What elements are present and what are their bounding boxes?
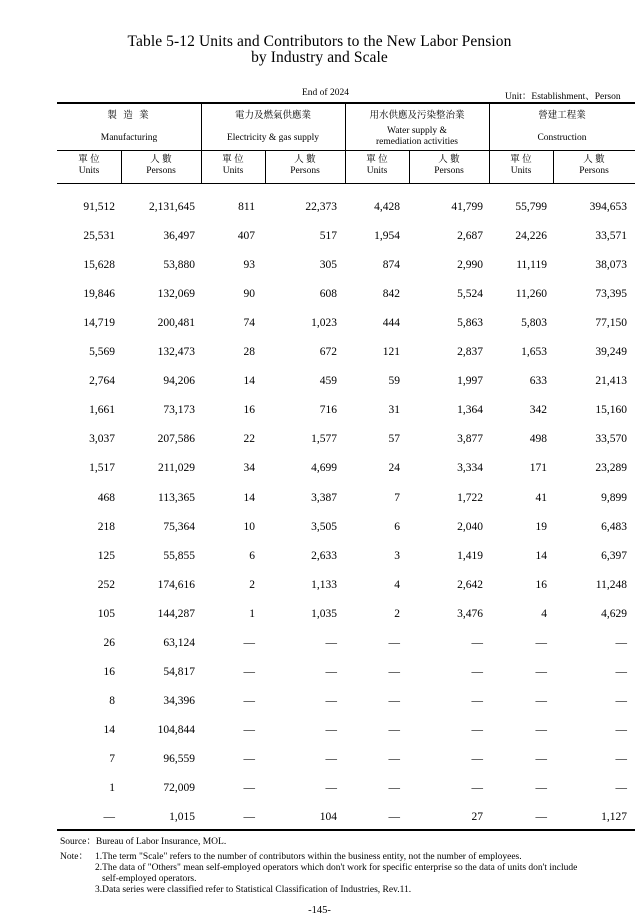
- industry-header-zh: 用水供應及污染整治業: [369, 111, 465, 121]
- table-cell: —: [388, 637, 400, 649]
- table-cell: —: [615, 782, 627, 794]
- table-cell: 2,687: [457, 230, 483, 242]
- table-cell: 5,863: [457, 317, 483, 329]
- source-note: Source：Bureau of Labor Insurance, MOL.: [60, 837, 227, 847]
- table-cell: 11,248: [595, 579, 627, 591]
- table-cell: 874: [382, 259, 400, 271]
- table-cell: —: [471, 637, 483, 649]
- subheader-zh: 單 位: [366, 155, 388, 165]
- table-cell: 16: [535, 579, 547, 591]
- table-cell: 2: [394, 608, 400, 620]
- table-cell: —: [615, 666, 627, 678]
- subheader-units: [345, 155, 409, 177]
- table-cell: 14: [535, 550, 547, 562]
- table-cell: 10: [243, 521, 255, 533]
- table-cell: 34: [243, 462, 255, 474]
- table-cell: —: [615, 753, 627, 765]
- table-cell: 9,899: [601, 492, 627, 504]
- table-cell: 305: [319, 259, 337, 271]
- table-cell: 3,037: [89, 433, 115, 445]
- table-cell: —: [535, 695, 547, 707]
- subheader-zh: 人 數: [438, 155, 460, 165]
- subheader-persons: [121, 155, 201, 177]
- top-rule: [57, 102, 635, 104]
- table-cell: —: [325, 753, 337, 765]
- table-cell: —: [243, 724, 255, 736]
- table-cell: —: [388, 695, 400, 707]
- industry-header-zh: 製 造 業: [107, 111, 151, 121]
- table-cell: 394,653: [589, 201, 627, 213]
- table-title-line1: Table 5-12 Units and Contributors to the New Labor Pension: [127, 33, 512, 50]
- table-cell: 2,764: [89, 375, 115, 387]
- table-cell: 74: [243, 317, 255, 329]
- table-cell: 24,226: [515, 230, 547, 242]
- table-cell: 22,373: [305, 201, 337, 213]
- table-cell: 3,505: [311, 521, 337, 533]
- table-cell: 1,133: [311, 579, 337, 591]
- table-cell: 3,476: [457, 608, 483, 620]
- table-cell: —: [243, 695, 255, 707]
- header-mid-rule: [57, 150, 635, 151]
- table-cell: 1,653: [521, 346, 547, 358]
- table-cell: 5,803: [521, 317, 547, 329]
- table-cell: 132,069: [157, 288, 195, 300]
- table-cell: 15,628: [83, 259, 115, 271]
- table-cell: 1,015: [169, 811, 195, 823]
- table-cell: 1,023: [311, 317, 337, 329]
- table-cell: 6: [394, 521, 400, 533]
- table-cell: 104,844: [157, 724, 195, 736]
- table-cell: 90: [243, 288, 255, 300]
- industry-header-en-line2: remediation activities: [375, 137, 459, 147]
- table-cell: 75,364: [163, 521, 195, 533]
- table-cell: 2: [249, 579, 255, 591]
- table-cell: 26: [103, 637, 115, 649]
- subheader-zh: 單 位: [510, 155, 532, 165]
- table-cell: 7: [394, 492, 400, 504]
- subheader-en: Persons: [146, 166, 176, 176]
- table-cell: 517: [319, 230, 337, 242]
- table-cell: —: [615, 695, 627, 707]
- table-cell: 3,334: [457, 462, 483, 474]
- table-cell: 27: [471, 811, 483, 823]
- table-cell: 14,719: [83, 317, 115, 329]
- table-cell: 132,473: [157, 346, 195, 358]
- table-cell: 1,954: [374, 230, 400, 242]
- table-cell: 6,483: [601, 521, 627, 533]
- table-cell: 22: [243, 433, 255, 445]
- table-cell: 3: [394, 550, 400, 562]
- table-cell: —: [243, 782, 255, 794]
- subheader-units: [201, 155, 265, 177]
- table-cell: 1,419: [457, 550, 483, 562]
- note-label: Note：: [60, 852, 88, 862]
- table-cell: 1,127: [601, 811, 627, 823]
- table-cell: 25,531: [83, 230, 115, 242]
- table-cell: 105: [97, 608, 115, 620]
- table-cell: 1,577: [311, 433, 337, 445]
- table-cell: —: [615, 724, 627, 736]
- table-cell: 174,616: [157, 579, 195, 591]
- table-cell: 608: [319, 288, 337, 300]
- table-cell: 91,512: [83, 201, 115, 213]
- industry-header-en: Construction: [537, 133, 587, 143]
- table-cell: 21,413: [595, 375, 627, 387]
- table-cell: 38,073: [595, 259, 627, 271]
- subheader-persons: [265, 155, 345, 177]
- table-cell: 252: [97, 579, 115, 591]
- table-cell: —: [471, 782, 483, 794]
- table-cell: 8: [109, 695, 115, 707]
- table-cell: —: [243, 753, 255, 765]
- table-cell: 672: [319, 346, 337, 358]
- table-cell: —: [535, 753, 547, 765]
- table-cell: 4,428: [374, 201, 400, 213]
- table-cell: 2,131,645: [149, 201, 195, 213]
- table-cell: 77,150: [595, 317, 627, 329]
- note-2: 2.The data of "Others" mean self-employed operators which don't work for specific enterprise so the data of units don't include: [95, 863, 578, 873]
- table-cell: 1,517: [89, 462, 115, 474]
- unit-label: Unit：Establishment、Person: [505, 92, 621, 102]
- table-cell: 41,799: [451, 201, 483, 213]
- table-cell: 55,799: [515, 201, 547, 213]
- table-cell: 1,997: [457, 375, 483, 387]
- note-1: 1.The term "Scale" refers to the number of contributors within the business entity, not the number of employees.: [95, 852, 522, 862]
- table-cell: 1: [249, 608, 255, 620]
- table-cell: 2,633: [311, 550, 337, 562]
- header-bottom-rule: [57, 183, 635, 184]
- table-cell: 407: [237, 230, 255, 242]
- table-cell: 4,699: [311, 462, 337, 474]
- table-cell: 41: [535, 492, 547, 504]
- table-cell: 1,722: [457, 492, 483, 504]
- table-cell: —: [471, 695, 483, 707]
- table-cell: 5,524: [457, 288, 483, 300]
- industry-header-en: Water supply &: [387, 126, 447, 136]
- table-cell: 16: [103, 666, 115, 678]
- table-title-line2: by Industry and Scale: [251, 49, 388, 66]
- table-cell: 4: [394, 579, 400, 591]
- subheader-en: Units: [78, 166, 100, 176]
- table-cell: —: [325, 724, 337, 736]
- table-cell: 842: [382, 288, 400, 300]
- table-cell: —: [325, 637, 337, 649]
- note-3: 3.Data series were classified refer to Statistical Classification of Industries, Rev.11.: [95, 885, 412, 895]
- table-cell: 54,817: [163, 666, 195, 678]
- table-cell: 2,040: [457, 521, 483, 533]
- table-cell: —: [471, 666, 483, 678]
- table-cell: —: [471, 753, 483, 765]
- table-cell: 73,395: [595, 288, 627, 300]
- table-cell: —: [535, 724, 547, 736]
- table-cell: 57: [388, 433, 400, 445]
- table-cell: —: [388, 666, 400, 678]
- table-cell: 459: [319, 375, 337, 387]
- table-cell: 444: [382, 317, 400, 329]
- subheader-zh: 人 數: [150, 155, 172, 165]
- subheader-units: [489, 155, 553, 177]
- table-cell: —: [535, 811, 547, 823]
- table-cell: 200,481: [157, 317, 195, 329]
- table-cell: 55,855: [163, 550, 195, 562]
- subheader-en: Units: [222, 166, 244, 176]
- table-cell: 96,559: [163, 753, 195, 765]
- table-cell: 211,029: [158, 462, 195, 474]
- table-cell: 125: [97, 550, 115, 562]
- table-cell: 94,206: [163, 375, 195, 387]
- table-cell: 3,877: [457, 433, 483, 445]
- table-cell: 11,119: [516, 259, 547, 271]
- table-cell: 716: [319, 404, 337, 416]
- table-cell: 4: [541, 608, 547, 620]
- industry-header-zh: 營建工程業: [538, 111, 586, 121]
- table-cell: 63,124: [163, 637, 195, 649]
- table-cell: 468: [97, 492, 115, 504]
- page-number: -145-: [308, 905, 331, 916]
- table-cell: 28: [243, 346, 255, 358]
- table-cell: —: [243, 637, 255, 649]
- table-cell: 218: [97, 521, 115, 533]
- subheader-zh: 單 位: [78, 155, 100, 165]
- table-cell: 93: [243, 259, 255, 271]
- table-cell: 24: [388, 462, 400, 474]
- table-cell: 59: [388, 375, 400, 387]
- subheader-units: [57, 155, 121, 177]
- bottom-rule: [57, 829, 635, 831]
- table-cell: 633: [529, 375, 547, 387]
- table-cell: 39,249: [595, 346, 627, 358]
- subheader-zh: 人 數: [294, 155, 316, 165]
- industry-header-en: Manufacturing: [100, 133, 158, 143]
- subheader-en: Persons: [434, 166, 464, 176]
- table-cell: —: [103, 811, 115, 823]
- table-cell: 34,396: [163, 695, 195, 707]
- table-cell: —: [471, 724, 483, 736]
- table-cell: 5,569: [89, 346, 115, 358]
- table-cell: —: [388, 782, 400, 794]
- industry-header-zh: 電力及燃氣供應業: [234, 111, 311, 121]
- table-cell: 6,397: [601, 550, 627, 562]
- table-cell: 33,570: [595, 433, 627, 445]
- table-cell: —: [535, 637, 547, 649]
- table-cell: —: [535, 666, 547, 678]
- subheader-en: Units: [510, 166, 532, 176]
- subheader-en: Persons: [290, 166, 320, 176]
- table-cell: —: [615, 637, 627, 649]
- subheader-en: Persons: [579, 166, 609, 176]
- table-cell: 11,260: [515, 288, 547, 300]
- subheader-en: Units: [366, 166, 388, 176]
- table-cell: 4,629: [601, 608, 627, 620]
- table-cell: 207,586: [157, 433, 195, 445]
- subheader-zh: 人 數: [583, 155, 605, 165]
- table-cell: 342: [529, 404, 547, 416]
- table-cell: —: [388, 811, 400, 823]
- table-cell: 2,837: [457, 346, 483, 358]
- industry-header-en: Electricity & gas supply: [226, 133, 320, 143]
- table-cell: —: [325, 695, 337, 707]
- table-cell: 31: [388, 404, 400, 416]
- table-cell: 14: [243, 375, 255, 387]
- table-cell: 1: [109, 782, 115, 794]
- table-cell: 2,642: [457, 579, 483, 591]
- table-cell: —: [325, 782, 337, 794]
- subheader-zh: 單 位: [222, 155, 244, 165]
- table-cell: —: [325, 666, 337, 678]
- table-cell: 7: [109, 753, 115, 765]
- table-cell: —: [388, 753, 400, 765]
- table-cell: 2,990: [457, 259, 483, 271]
- table-cell: 33,571: [595, 230, 627, 242]
- table-cell: 73,173: [163, 404, 195, 416]
- table-cell: 72,009: [163, 782, 195, 794]
- table-cell: 121: [382, 346, 400, 358]
- table-cell: 104: [319, 811, 337, 823]
- period-label: End of 2024: [302, 88, 349, 98]
- table-cell: 498: [529, 433, 547, 445]
- table-cell: 15,160: [595, 404, 627, 416]
- table-cell: 53,880: [163, 259, 195, 271]
- table-cell: —: [243, 666, 255, 678]
- table-cell: 23,289: [595, 462, 627, 474]
- subheader-persons: [553, 155, 635, 177]
- table-cell: 19,846: [83, 288, 115, 300]
- table-cell: —: [535, 782, 547, 794]
- table-cell: 3,387: [311, 492, 337, 504]
- table-cell: —: [243, 811, 255, 823]
- table-cell: 113,365: [158, 492, 195, 504]
- table-cell: 19: [535, 521, 547, 533]
- table-cell: 14: [243, 492, 255, 504]
- subheader-persons: [409, 155, 489, 177]
- table-cell: 1,661: [89, 404, 115, 416]
- table-cell: 144,287: [157, 608, 195, 620]
- table-cell: 14: [103, 724, 115, 736]
- table-cell: 811: [238, 201, 255, 213]
- table-cell: 1,035: [311, 608, 337, 620]
- table-cell: 16: [243, 404, 255, 416]
- table-cell: 1,364: [457, 404, 483, 416]
- table-cell: 6: [249, 550, 255, 562]
- table-cell: —: [388, 724, 400, 736]
- note-2-cont: self-employed operators.: [102, 874, 197, 884]
- table-cell: 171: [529, 462, 547, 474]
- table-cell: 36,497: [163, 230, 195, 242]
